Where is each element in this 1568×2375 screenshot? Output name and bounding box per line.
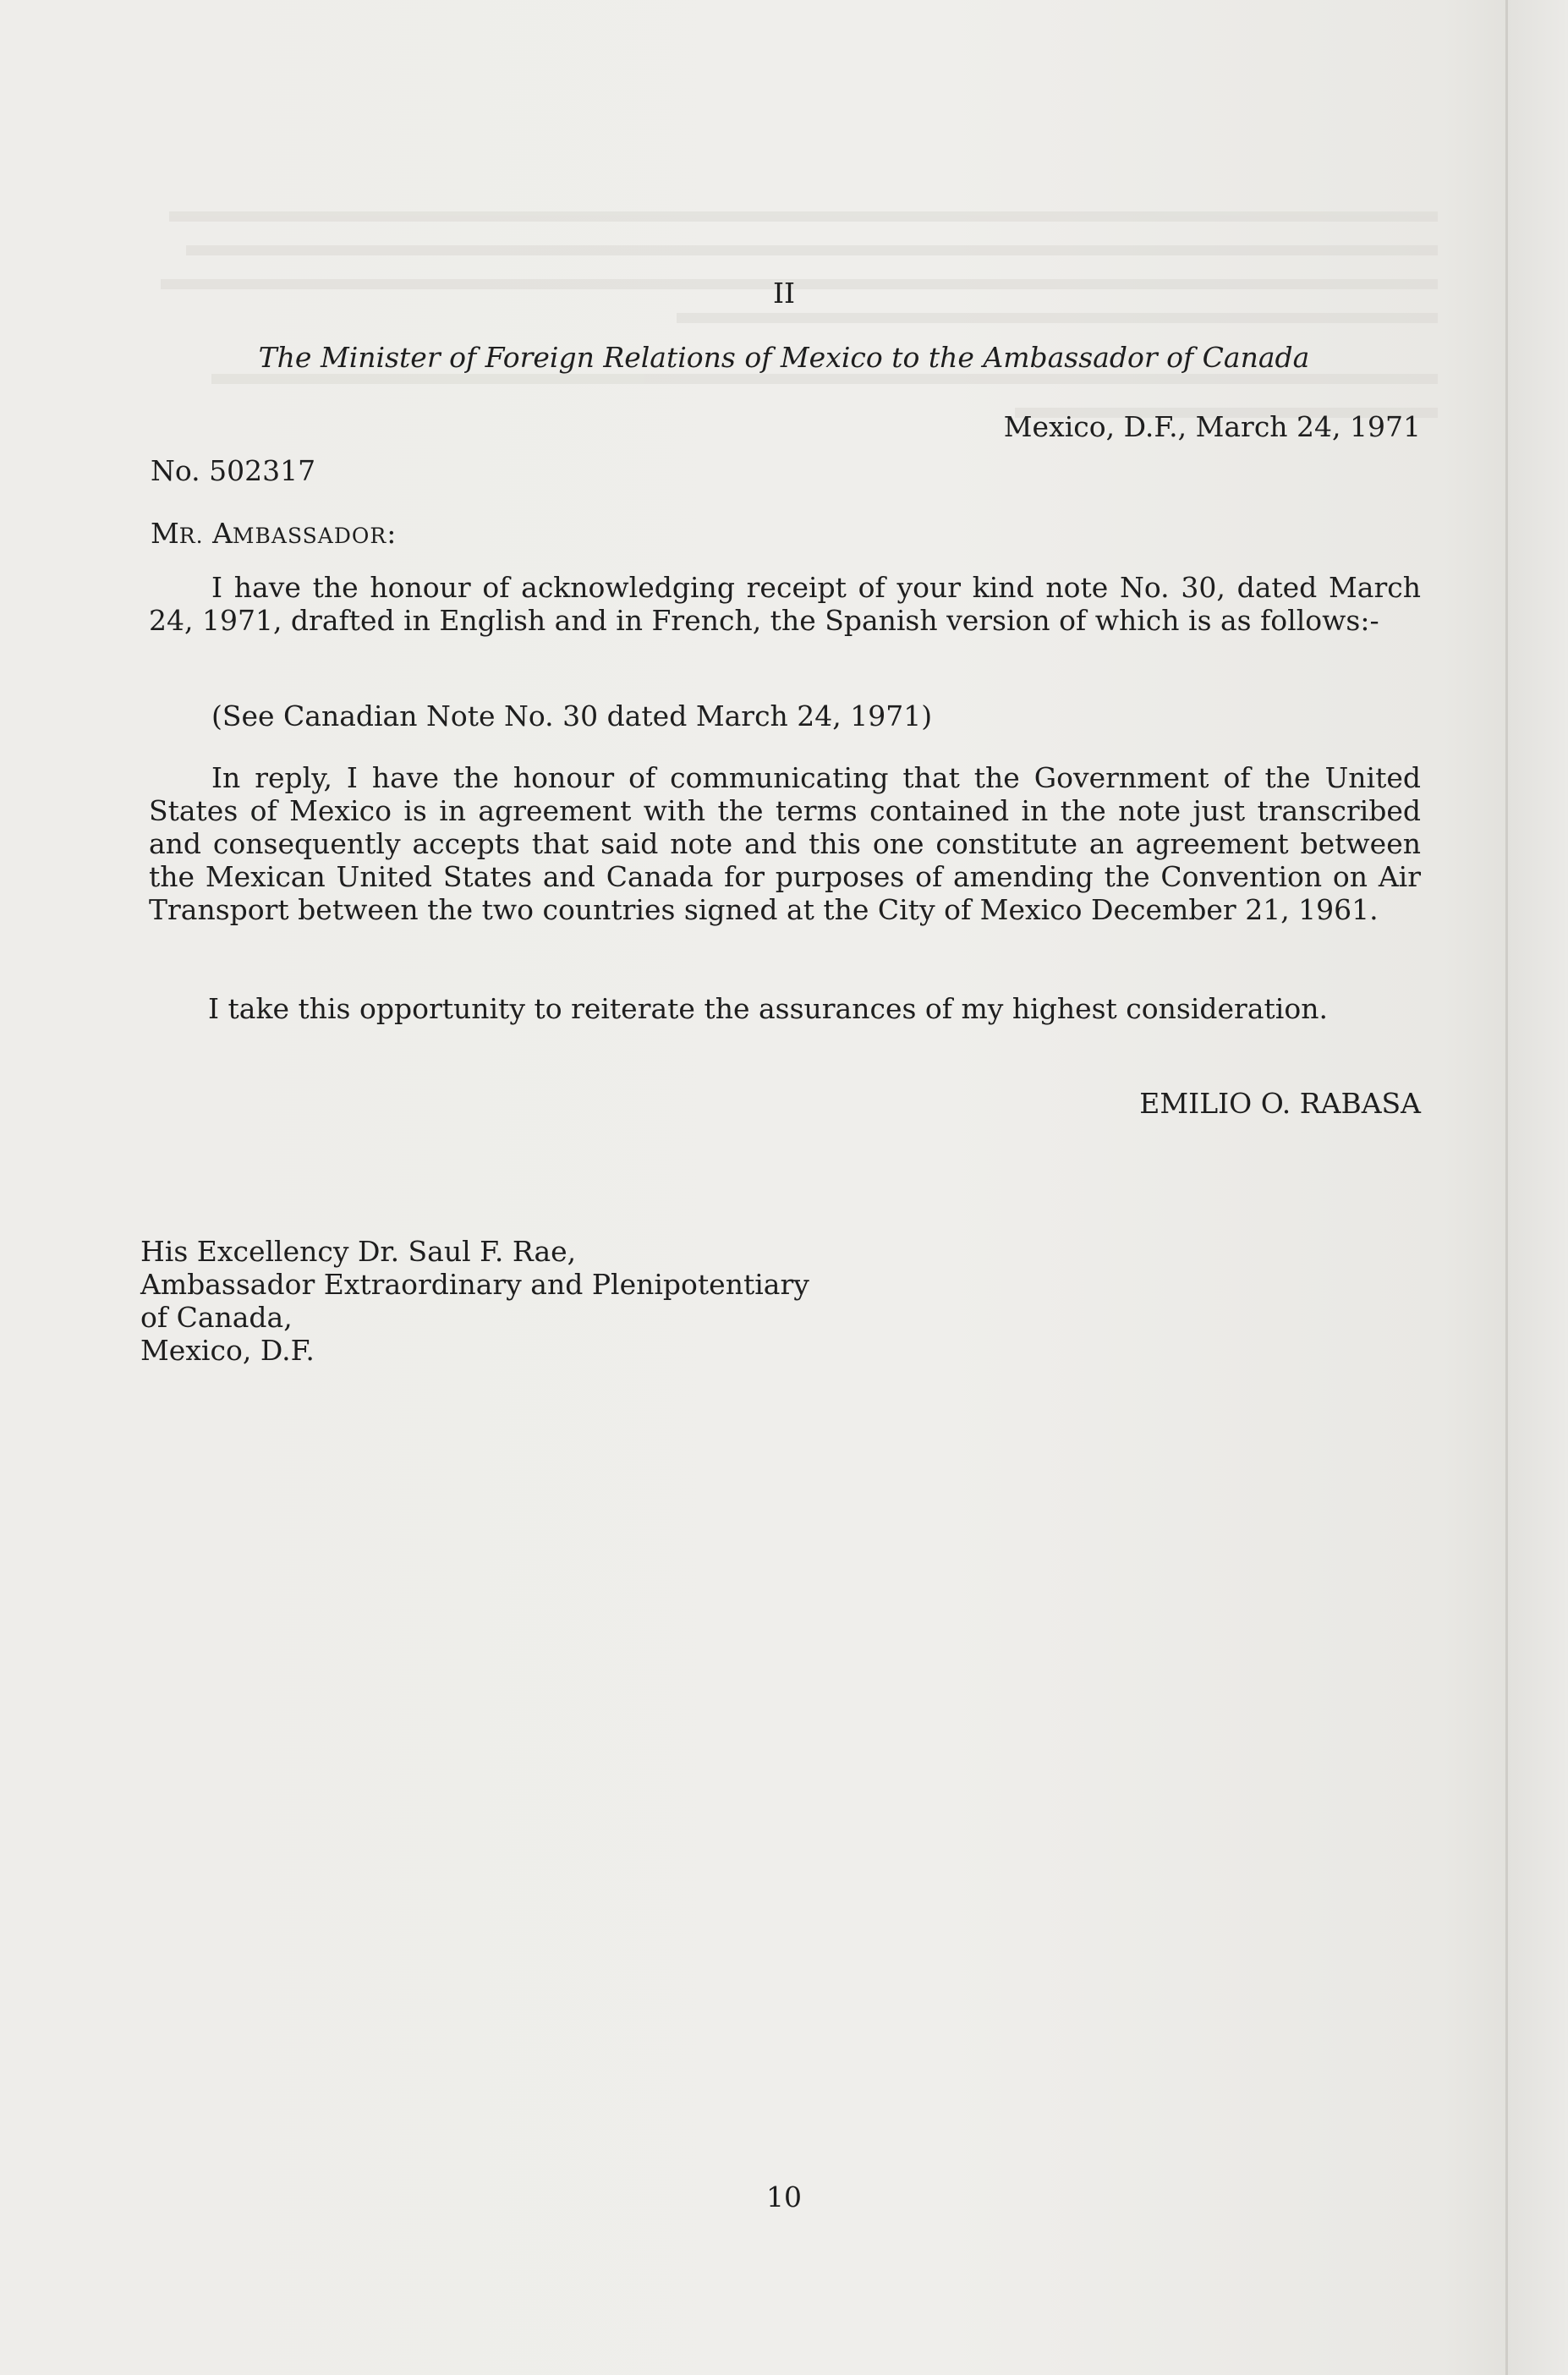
section-numeral: II [772, 277, 796, 310]
salutation [151, 517, 396, 552]
signature: EMILIO O. RABASA [1139, 1087, 1421, 1120]
addressee-line: Ambassador Extraordinary and Plenipotentiary [140, 1268, 809, 1301]
page-spine-line [1505, 0, 1508, 2375]
addressee-line: Mexico, D.F. [140, 1334, 315, 1367]
salutation-space [204, 517, 213, 550]
page-number: 10 [766, 2180, 802, 2213]
paragraph-closing: I take this opportunity to reiterate the assurances of my highest consideration. [208, 992, 1328, 1025]
salutation-initial: M [151, 517, 179, 550]
addressee-line: of Canada, [140, 1301, 293, 1334]
salutation-colon: : [387, 517, 397, 550]
paragraph-reply: In reply, I have the honour of communicating that the Government of the United States of Mexico is in agreement with the terms contained in the note just transcribed and consequently accepts that said note and this one constitute an agreement between the Mexican United States and Canada for purposes of amending the Convention on Air Transport between the two countries signed at the City of Mexico December 21, 1961. [149, 761, 1421, 926]
salutation-word-rest: MBASSADOR [232, 524, 387, 548]
paragraph-reference: (See Canadian Note No. 30 dated March 24, 1971) [211, 699, 933, 732]
letter-heading: The Minister of Foreign Relations of Mexico to the Ambassador of Canada [258, 341, 1310, 374]
place-and-date: Mexico, D.F., March 24, 1971 [1003, 410, 1421, 443]
addressee-line: His Excellency Dr. Saul F. Rae, [140, 1235, 577, 1268]
page-spine-shadow [1508, 0, 1568, 2375]
salutation-title-rest: R. [178, 524, 204, 548]
paragraph-acknowledgement: I have the honour of acknowledging receipt of your kind note No. 30, dated March 24, 1971, drafted in English and in French, the Spanish version of which is as follows:- [149, 571, 1421, 637]
salutation-initial-2: A [212, 517, 233, 550]
note-number: No. 502317 [151, 454, 316, 487]
addressee-block [140, 1235, 809, 1367]
